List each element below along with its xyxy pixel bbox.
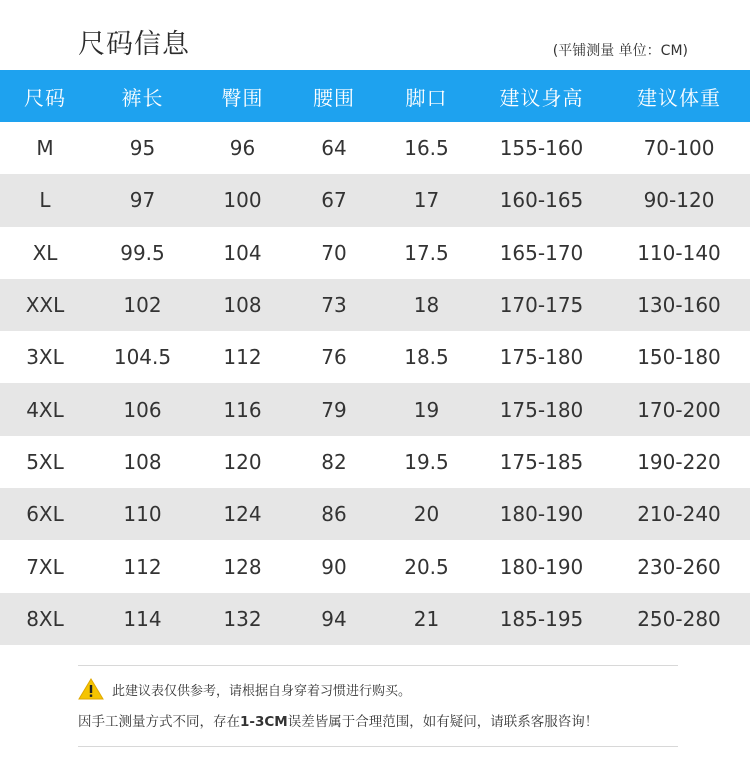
cell-leg-opening: 19.5 [404, 449, 449, 474]
cell-pants-length: 108 [123, 449, 162, 474]
cell-weight: 90-120 [643, 188, 715, 213]
header-leg-opening: 脚口 [405, 85, 448, 110]
cell-leg-opening: 19 [413, 397, 440, 422]
cell-leg-opening: 17 [413, 188, 440, 213]
note-warning-text: 此建议表仅供参考，请根据自身穿着习惯进行购买。 [112, 683, 412, 699]
cell-pants-length: 99.5 [120, 240, 165, 265]
note-measurement-before: 因手工测量方式不同，存在 [78, 714, 240, 730]
cell-hip: 100 [223, 188, 262, 213]
cell-hip: 124 [223, 502, 262, 527]
cell-size: 5XL [26, 449, 64, 474]
table-row [0, 593, 750, 645]
header-size: 尺码 [24, 85, 66, 110]
cell-weight: 210-240 [637, 502, 721, 527]
cell-leg-opening: 18 [413, 293, 440, 318]
cell-weight: 190-220 [637, 449, 721, 474]
cell-size: 8XL [26, 606, 64, 631]
cell-height: 160-165 [499, 188, 584, 213]
cell-height: 185-195 [499, 606, 584, 631]
header-pants-length: 裤长 [121, 85, 164, 110]
table-row [0, 383, 750, 435]
cell-size: 6XL [26, 502, 64, 527]
divider-top [78, 665, 678, 666]
note-measurement [78, 710, 598, 730]
warning-triangle-icon [78, 678, 104, 700]
cell-pants-length: 95 [129, 136, 156, 161]
cell-leg-opening: 16.5 [404, 136, 449, 161]
cell-waist: 70 [321, 240, 347, 265]
cell-weight: 170-200 [637, 397, 721, 422]
cell-hip: 132 [223, 606, 262, 631]
cell-leg-opening: 20.5 [404, 554, 449, 579]
cell-leg-opening: 21 [413, 606, 440, 631]
size-table [0, 70, 750, 645]
cell-waist: 79 [321, 397, 347, 422]
cell-weight: 70-100 [643, 136, 715, 161]
cell-height: 165-170 [499, 240, 584, 265]
cell-waist: 90 [321, 554, 347, 579]
cell-waist: 76 [321, 345, 347, 370]
cell-size: XL [32, 240, 58, 265]
note-measurement-after: 误差皆属于合理范围，如有疑问，请联系客服咨询！ [287, 714, 599, 730]
header-hip: 臀围 [221, 85, 264, 110]
cell-hip: 112 [223, 345, 262, 370]
cell-weight: 150-180 [637, 345, 721, 370]
unit-note: (平铺测量 单位：CM) [552, 43, 688, 59]
cell-weight: 250-280 [637, 606, 721, 631]
cell-hip: 120 [223, 449, 262, 474]
cell-pants-length: 102 [123, 293, 162, 318]
table-row [0, 174, 750, 226]
cell-pants-length: 104.5 [113, 345, 172, 370]
cell-height: 175-180 [499, 345, 584, 370]
cell-height: 155-160 [499, 136, 584, 161]
cell-leg-opening: 17.5 [404, 240, 449, 265]
cell-height: 170-175 [499, 293, 584, 318]
table-row [0, 436, 750, 488]
cell-hip: 104 [223, 240, 262, 265]
table-row [0, 122, 750, 174]
cell-size: 7XL [26, 554, 64, 579]
cell-size: 3XL [26, 345, 64, 370]
cell-hip: 116 [223, 397, 262, 422]
cell-weight: 130-160 [637, 293, 721, 318]
table-row [0, 227, 750, 279]
cell-weight: 230-260 [637, 554, 721, 579]
note-measurement-range: 1-3CM [240, 714, 288, 730]
header-waist: 腰围 [313, 85, 355, 110]
cell-hip: 96 [229, 136, 256, 161]
cell-waist: 67 [321, 188, 347, 213]
cell-hip: 128 [223, 554, 262, 579]
note-warning [78, 678, 411, 700]
cell-pants-length: 97 [129, 188, 156, 213]
cell-waist: 82 [321, 449, 347, 474]
cell-weight: 110-140 [637, 240, 721, 265]
divider-bottom [78, 746, 678, 747]
cell-pants-length: 112 [123, 554, 162, 579]
table-row [0, 331, 750, 383]
cell-hip: 108 [223, 293, 262, 318]
page-title: 尺码信息 [78, 29, 190, 60]
cell-waist: 64 [321, 136, 347, 161]
header-weight: 建议体重 [637, 85, 721, 110]
cell-height: 180-190 [499, 502, 584, 527]
cell-waist: 94 [321, 606, 347, 631]
cell-size: 4XL [26, 397, 64, 422]
cell-leg-opening: 20 [413, 502, 440, 527]
table-header-row [0, 70, 750, 122]
cell-height: 175-180 [499, 397, 584, 422]
cell-waist: 73 [321, 293, 347, 318]
header-height: 建议身高 [499, 85, 584, 110]
cell-height: 175-185 [499, 449, 584, 474]
cell-leg-opening: 18.5 [404, 345, 449, 370]
cell-height: 180-190 [499, 554, 584, 579]
cell-size: L [39, 188, 51, 213]
table-row [0, 279, 750, 331]
table-row [0, 488, 750, 540]
table-row [0, 540, 750, 592]
cell-pants-length: 110 [123, 502, 162, 527]
cell-pants-length: 106 [123, 397, 162, 422]
cell-size: M [36, 136, 54, 161]
cell-pants-length: 114 [123, 606, 162, 631]
cell-size: XXL [25, 293, 65, 318]
cell-waist: 86 [321, 502, 347, 527]
